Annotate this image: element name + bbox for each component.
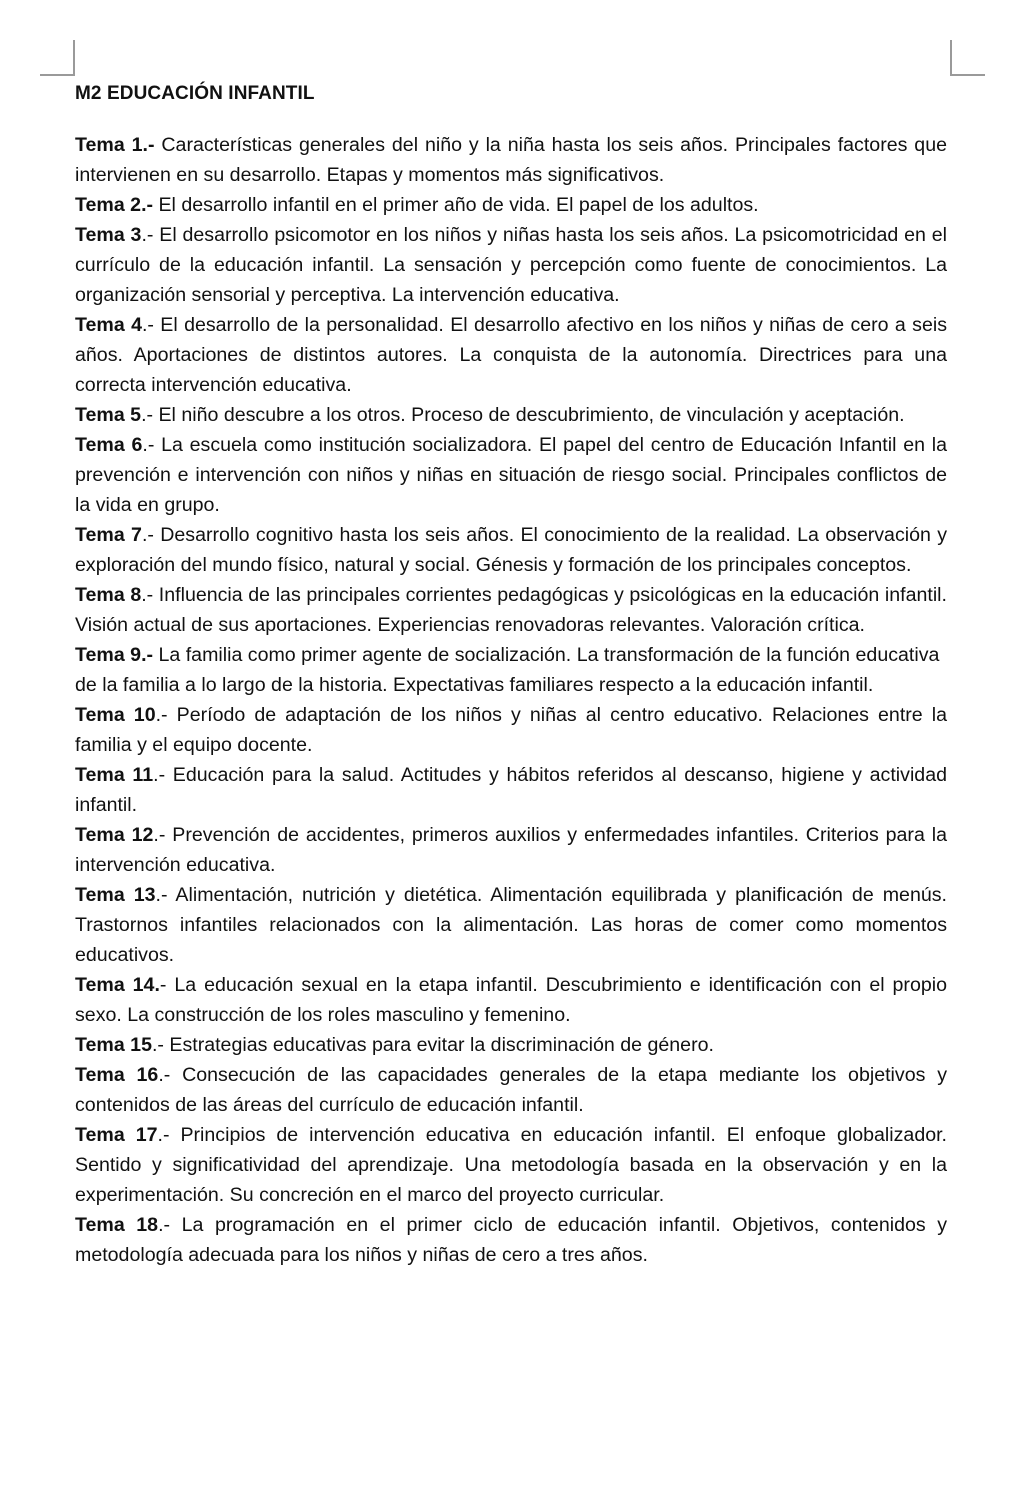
topic-text: .- La escuela como institución socializadora. El papel del centro de Educación Infantil en la prevención e intervención con niños y niñas en situación de riesgo social. Principales conflictos de la vida en grupo. — [75, 434, 947, 516]
topic-text: .- El desarrollo de la personalidad. El desarrollo afectivo en los niños y niñas de cero a seis años. Aportaciones de distintos autores. La conquista de la autonomía. Directrices para una correcta intervención educativa. — [75, 314, 948, 396]
topic-label: Tema 6 — [75, 434, 143, 456]
topic-continuation: de la familia a lo largo de la historia. Expectativas familiares respecto a la educación infantil. — [75, 674, 874, 696]
topic-text: .- Desarrollo cognitivo hasta los seis años. El conocimiento de la realidad. La observación y exploración del mundo físico, natural y social. Génesis y formación de los principales conceptos. — [75, 524, 947, 576]
topic-text: .- La programación en el primer ciclo de educación infantil. Objetivos, contenidos y metodología adecuada para los niños y niñas de cero a tres años. — [75, 1214, 948, 1266]
topic-item — [75, 820, 947, 880]
topic-label: Tema 13 — [75, 884, 156, 906]
topic-text: .- El desarrollo psicomotor en los niños y niñas hasta los seis años. La psicomotricidad en el currículo de la educación infantil. La sensación y percepción como fuente de conocimientos. La organización sensorial y perceptiva. La intervención educativa. — [75, 224, 947, 306]
topic-item — [75, 1210, 947, 1270]
topic-label: Tema 3 — [75, 224, 142, 246]
topic-item — [75, 400, 947, 430]
topic-text: .- Educación para la salud. Actitudes y hábitos referidos al descanso, higiene y actividad infantil. — [75, 764, 947, 816]
topic-item — [75, 700, 947, 760]
topic-item — [75, 1030, 947, 1060]
topic-text: .- Alimentación, nutrición y dietética. Alimentación equilibrada y planificación de menús. Trastornos infantiles relacionados con la alimentación. Las horas de comer como momentos educativos. — [75, 884, 947, 966]
topic-text: - La educación sexual en la etapa infantil. Descubrimiento e identificación con el propio sexo. La construcción de los roles masculino y femenino. — [75, 974, 947, 1026]
topic-label: Tema 7 — [75, 524, 142, 546]
topic-item — [75, 640, 947, 670]
topic-label: Tema 12 — [75, 824, 154, 846]
topic-label: Tema 10 — [75, 704, 156, 726]
topic-text: .- El niño descubre a los otros. Proceso de descubrimiento, de vinculación y aceptación. — [141, 404, 905, 426]
topic-item — [75, 130, 947, 190]
topic-list — [75, 130, 947, 1270]
topic-item — [75, 220, 947, 310]
topic-text: .- Consecución de las capacidades generales de la etapa mediante los objetivos y contenidos de las áreas del currículo de educación infantil. — [75, 1064, 947, 1116]
topic-label: Tema 15 — [75, 1034, 152, 1056]
crop-mark-top-left — [40, 40, 75, 76]
topic-label: Tema 16 — [75, 1064, 159, 1086]
topic-item — [75, 430, 947, 520]
topic-item — [75, 1060, 947, 1120]
topic-text: .- Prevención de accidentes, primeros auxilios y enfermedades infantiles. Criterios para la intervención educativa. — [75, 824, 947, 876]
topic-text: .- Principios de intervención educativa en educación infantil. El enfoque globalizador. Sentido y significatividad del aprendizaje. Una metodología basada en la observación y en la experimentación. Su concreción en el marco del proyecto curricular. — [75, 1124, 947, 1206]
topic-item — [75, 580, 947, 640]
topic-label: Tema 18 — [75, 1214, 159, 1236]
crop-mark-top-right — [950, 40, 985, 76]
topic-text: Características generales del niño y la niña hasta los seis años. Principales factores que intervienen en su desarrollo. Etapas y momentos más significativos. — [75, 134, 947, 186]
topic-label: Tema 11 — [75, 764, 154, 786]
document-title: M2 EDUCACIÓN INFANTIL — [75, 83, 315, 104]
topic-text: La familia como primer agente de socialización. La transformación de la función educativa — [153, 644, 940, 666]
topic-text: El desarrollo infantil en el primer año de vida. El papel de los adultos. — [153, 194, 759, 216]
topic-label: Tema 1.- — [75, 134, 155, 156]
topic-item — [75, 520, 947, 580]
topic-item — [75, 190, 947, 220]
topic-label: Tema 9.- — [75, 644, 154, 666]
topic-item — [75, 970, 947, 1030]
topic-text: .- Estrategias educativas para evitar la discriminación de género. — [151, 1034, 714, 1056]
topic-label: Tema 5 — [75, 404, 142, 426]
topic-text: .- Influencia de las principales corrientes pedagógicas y psicológicas en la educación infantil. Visión actual de sus aportaciones. Experiencias renovadoras relevantes. Valoración crítica. — [75, 584, 947, 636]
topic-item — [75, 760, 947, 820]
topic-text: .- Período de adaptación de los niños y niñas al centro educativo. Relaciones entre la familia y el equipo docente. — [75, 704, 947, 756]
topic-label: Tema 8 — [75, 584, 142, 606]
topic-item — [75, 880, 947, 970]
topic-label: Tema 4 — [75, 314, 142, 336]
topic-item — [75, 1120, 947, 1210]
topic-item — [75, 310, 947, 400]
topic-label: Tema 2.- — [75, 194, 154, 216]
document-page — [75, 80, 947, 1270]
topic-label: Tema 14. — [75, 974, 160, 996]
topic-label: Tema 17 — [75, 1124, 158, 1146]
